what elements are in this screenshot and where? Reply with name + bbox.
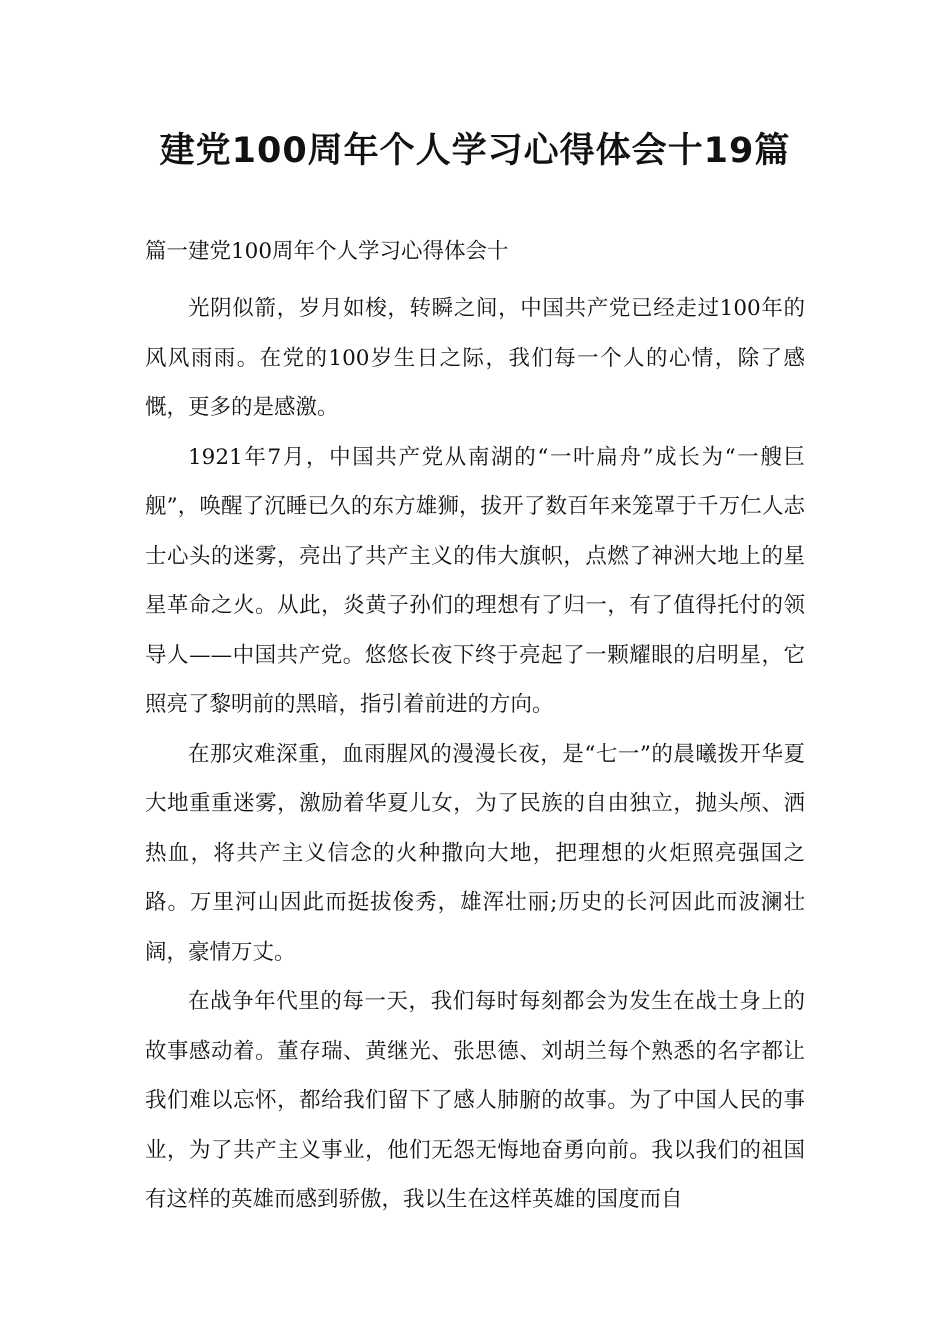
section-heading: 篇一建党100周年个人学习心得体会十 (145, 239, 509, 264)
document-body (145, 284, 805, 1225)
document-title: 建党100周年个人学习心得体会十19篇 (159, 131, 791, 171)
paragraph-3: 在那灾难深重，血雨腥风的漫漫长夜，是“七一”的晨曦拨开华夏大地重重迷雾，激励着华夏儿女，为了民族的自由独立，抛头颅、洒热血，将共产主义信念的火种撒向大地，把理想的火炬照亮强国之路。万里河山因此而挺拔俊秀，雄浑壮丽;历史的长河因此而波澜壮阔，豪情万丈。 (145, 741, 805, 965)
paragraph-1: 光阴似箭，岁月如梭，转瞬之间，中国共产党已经走过100年的风风雨雨。在党的100岁生日之际，我们每一个人的心情，除了感慨，更多的是感激。 (145, 296, 805, 420)
paragraph-4: 在战争年代里的每一天，我们每时每刻都会为发生在战士身上的故事感动着。董存瑞、黄继光、张思德、刘胡兰每个熟悉的名字都让我们难以忘怀，都给我们留下了感人肺腑的故事。为了中国人民的事业，为了共产主义事业，他们无怨无悔地奋勇向前。我以我们的祖国有这样的英雄而感到骄傲，我以生在这样英雄的国度而自 (145, 989, 805, 1212)
paragraph-2: 1921年7月，中国共产党从南湖的“一叶扁舟”成长为“一艘巨舰”，唤醒了沉睡已久的东方雄狮，拔开了数百年来笼罩于千万仁人志士心头的迷雾，亮出了共产主义的伟大旗帜，点燃了神洲大地上的星星革命之火。从此，炎黄子孙们的理想有了归一，有了值得托付的领导人——中国共产党。悠悠长夜下终于亮起了一颗耀眼的启明星，它照亮了黎明前的黑暗，指引着前进的方向。 (145, 444, 805, 717)
